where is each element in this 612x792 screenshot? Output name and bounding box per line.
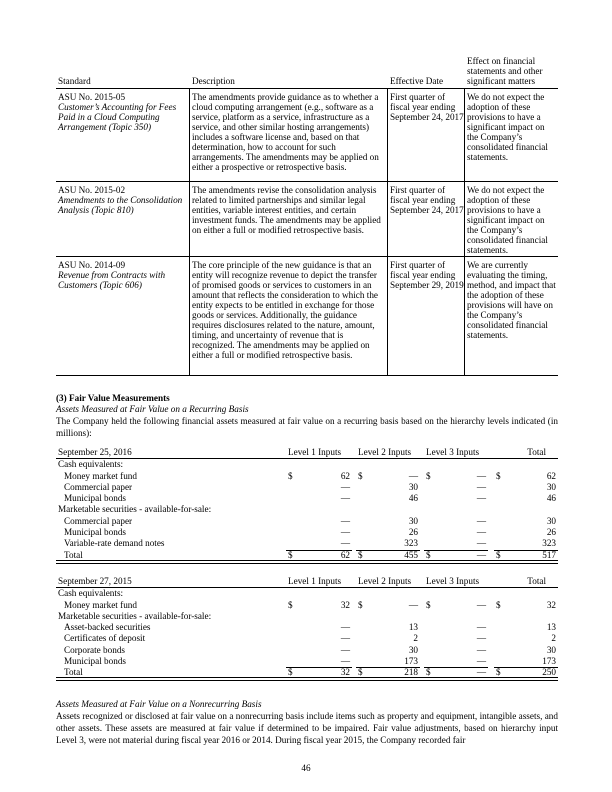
row-label: Variable-rate demand notes (64, 538, 165, 549)
asu-table-header (56, 56, 558, 89)
currency-symbol: $ (288, 549, 293, 560)
table-row (56, 656, 558, 667)
table-row (56, 600, 558, 611)
asu-description: The amendments revise the consolidation analysis related to limited partnerships and similar legal entities, variable interest entities, and certain investment funds. The amendments may be applied on either a full or modified retrospective basis. (192, 185, 381, 235)
asu-standard-name: Amendments to the Consolidation Analysis (Topic 810) (58, 195, 183, 215)
col-level2: Level 2 Inputs (358, 576, 412, 586)
cell-total: 323 (542, 538, 556, 549)
currency-symbol: $ (288, 599, 293, 610)
cell-level3: — (476, 622, 486, 633)
cell-level1: 32 (340, 599, 350, 610)
cell-level1: 32 (340, 667, 350, 678)
row-label: Money market fund (64, 470, 137, 481)
table-row (56, 622, 558, 633)
cell-level2: 30 (408, 515, 418, 526)
asu-effect: We do not expect the adoption of these provisions to have a significant impact on the Company’s consolidated financial statements. (467, 92, 548, 162)
currency-symbol: $ (496, 470, 501, 481)
row-label: Commercial paper (64, 481, 133, 492)
currency-symbol: $ (496, 599, 501, 610)
cell-total: 30 (546, 644, 556, 655)
cell-total: 30 (546, 481, 556, 492)
currency-symbol: $ (426, 667, 431, 678)
section-intro: The Company held the following financial assets measured at fair value on a recurring basis based on the hierarchy levels indicated (in millions): (56, 416, 558, 438)
cell-total: 173 (542, 656, 556, 667)
table-total-row (56, 667, 558, 678)
table-row (56, 482, 558, 493)
table-header-row (56, 576, 558, 588)
cell-level3: — (476, 667, 486, 678)
row-label: Marketable securities - available-for-sale: (58, 504, 212, 515)
row-label: Corporate bonds (64, 644, 125, 655)
section-subtitle-nonrecurring: Assets Measured at Fair Value on a Nonrecurring Basis (56, 699, 262, 709)
currency-symbol: $ (288, 470, 293, 481)
cell-level3: — (476, 481, 486, 492)
row-label: Marketable securities - available-for-sale: (58, 610, 212, 621)
col-level2: Level 2 Inputs (358, 447, 412, 457)
currency-symbol: $ (426, 549, 431, 560)
col-total: Total (527, 576, 546, 586)
cell-level3: — (476, 644, 486, 655)
cell-level3: — (476, 470, 486, 481)
cell-total: 32 (546, 599, 556, 610)
asu-effective-date: First quarter of fiscal year ending September 29, 2019 (390, 260, 464, 290)
row-label: Municipal bonds (64, 656, 127, 667)
cell-level1: — (340, 622, 350, 633)
currency-symbol: $ (496, 549, 501, 560)
table-total-row (56, 550, 558, 561)
cell-level3: — (476, 515, 486, 526)
column-divider (464, 257, 465, 375)
cell-level2: 173 (404, 656, 418, 667)
col-level3: Level 3 Inputs (426, 447, 480, 457)
total-double-rule (56, 560, 558, 564)
cell-level2: 30 (408, 481, 418, 492)
row-label: Cash equivalents: (58, 459, 124, 470)
cell-level2: 26 (408, 527, 418, 538)
section-subtitle-recurring: Assets Measured at Fair Value on a Recurring Basis (56, 404, 249, 414)
col-total: Total (527, 447, 546, 457)
asu-effective-date: First quarter of fiscal year ending September 24, 2017 (390, 185, 464, 215)
currency-symbol: $ (358, 549, 363, 560)
nonrecurring-paragraph: Assets recognized or disclosed at fair value on a nonrecurring basis include items such as property and equipment, intangible assets, and other assets. These assets are measured at fair value if determined to be impaired. Fair value adjustments, based on hierarchy input Level 3, were not material during fiscal year 2016 or 2014. During fiscal year 2015, the Company recorded fair (56, 711, 558, 745)
page-number: 46 (301, 763, 311, 773)
column-divider (387, 182, 388, 256)
column-divider (387, 89, 388, 181)
cell-level1: — (340, 481, 350, 492)
asu-header-description: Description (192, 76, 235, 86)
asu-standard-id: ASU No. 2015-05 (58, 92, 126, 102)
asu-row (56, 257, 558, 376)
cell-total: 26 (546, 527, 556, 538)
currency-symbol: $ (496, 667, 501, 678)
asu-row (56, 182, 558, 257)
table-row (56, 611, 558, 622)
column-divider (464, 182, 465, 256)
table-header-row (56, 447, 558, 459)
cell-level1: — (340, 538, 350, 549)
table-row (56, 633, 558, 644)
currency-symbol: $ (426, 470, 431, 481)
asu-description: The core principle of the new guidance is that an entity will recognize revenue to depict the transfer of promised goods or services to customers in an amount that reflects the consideration to which the entity expects to be entitled in exchange for those goods or services. Additionally, the guidance requires disclosures related to the nature, amount, timing, and uncertainty of revenue that is recognized. The amendments may be applied on either a full or modified retrospective basis. (192, 260, 378, 360)
asu-standard-id: ASU No. 2015-02 (58, 185, 126, 195)
asu-header-standard: Standard (58, 76, 91, 86)
fair-value-table-2016 (56, 447, 558, 561)
cell-level1: — (340, 633, 350, 644)
total-double-rule (56, 677, 558, 681)
cell-level3: — (476, 527, 486, 538)
currency-symbol: $ (426, 599, 431, 610)
cell-total: 13 (546, 622, 556, 633)
table-row (56, 493, 558, 504)
cell-level1: — (340, 493, 350, 504)
col-level3: Level 3 Inputs (426, 576, 480, 586)
cell-level2: — (408, 599, 418, 610)
cell-level2: 455 (404, 549, 418, 560)
asu-standard-cell (58, 260, 188, 290)
cell-level3: — (476, 538, 486, 549)
currency-symbol: $ (358, 599, 363, 610)
cell-level2: 30 (408, 644, 418, 655)
table-row (56, 504, 558, 515)
cell-level3: — (476, 549, 486, 560)
asu-description: The amendments provide guidance as to whether a cloud computing arrangement (e.g., software as a service, platform as a service, infrastructure as a service, and other similar hosting arrangements) includes a software license and, based on that determination, how to account for such arrangements. The amendments may be applied on either a prospective or retrospective basis. (192, 92, 379, 172)
cell-total: 30 (546, 515, 556, 526)
cell-level1: 62 (340, 549, 350, 560)
table-row (56, 527, 558, 538)
asu-effective-date: First quarter of fiscal year ending September 24, 2017 (390, 92, 464, 122)
table-row (56, 459, 558, 470)
table-row (56, 471, 558, 482)
row-label: Total (64, 549, 83, 560)
cell-level3: — (476, 633, 486, 644)
column-divider (189, 257, 190, 375)
currency-symbol: $ (358, 667, 363, 678)
column-divider (387, 257, 388, 375)
row-label: Money market fund (64, 599, 137, 610)
cell-total: 62 (546, 470, 556, 481)
cell-level2: — (408, 470, 418, 481)
currency-symbol: $ (288, 667, 293, 678)
cell-level2: 46 (408, 493, 418, 504)
table-date: September 27, 2015 (58, 576, 132, 586)
col-level1: Level 1 Inputs (288, 576, 342, 586)
row-label: Total (64, 667, 83, 678)
asu-standard-name: Customer’s Accounting for Fees Paid in a Cloud Computing Arrangement (Topic 350) (58, 102, 177, 132)
cell-total: 2 (551, 633, 556, 644)
table-row (56, 538, 558, 549)
row-label: Certificates of deposit (64, 633, 146, 644)
cell-level2: 13 (408, 622, 418, 633)
cell-level1: — (340, 644, 350, 655)
cell-level2: 218 (404, 667, 418, 678)
asu-standard-cell (58, 185, 188, 215)
row-label: Asset-backed securities (64, 622, 151, 633)
asu-row (56, 89, 558, 182)
asu-effect: We do not expect the adoption of these provisions to have a significant impact on the Company’s consolidated financial statements. (467, 185, 548, 255)
cell-level1: — (340, 527, 350, 538)
asu-effect: We are currently evaluating the timing, method, and impact that the adoption of these provisions will have on the Company’s consolidated financial statements. (467, 260, 556, 340)
column-divider (464, 89, 465, 181)
cell-level3: — (476, 656, 486, 667)
table-row (56, 516, 558, 527)
col-level1: Level 1 Inputs (288, 447, 342, 457)
asu-standard-cell (58, 92, 188, 132)
currency-symbol: $ (358, 470, 363, 481)
cell-level1: — (340, 656, 350, 667)
column-divider (189, 182, 190, 256)
section-title: (3) Fair Value Measurements (56, 393, 170, 403)
table-row (56, 645, 558, 656)
table-row (56, 588, 558, 599)
row-label: Municipal bonds (64, 527, 127, 538)
column-divider (189, 89, 190, 181)
row-label: Commercial paper (64, 515, 133, 526)
asu-header-effective-date: Effective Date (390, 76, 444, 86)
asu-standard-name: Revenue from Contracts with Customers (Topic 606) (58, 270, 166, 290)
cell-total: 46 (546, 493, 556, 504)
cell-total: 517 (542, 549, 556, 560)
cell-level2: 2 (413, 633, 418, 644)
asu-header-effect: Effect on financial statements and other significant matters (467, 56, 543, 86)
row-label: Cash equivalents: (58, 588, 124, 599)
cell-level3: — (476, 493, 486, 504)
table-date: September 25, 2016 (58, 447, 132, 457)
cell-level1: 62 (340, 470, 350, 481)
cell-level3: — (476, 599, 486, 610)
cell-level1: — (340, 515, 350, 526)
row-label: Municipal bonds (64, 493, 127, 504)
asu-standard-id: ASU No. 2014-09 (58, 260, 126, 270)
fair-value-table-2015 (56, 576, 558, 679)
cell-total: 250 (542, 667, 556, 678)
cell-level2: 323 (404, 538, 418, 549)
